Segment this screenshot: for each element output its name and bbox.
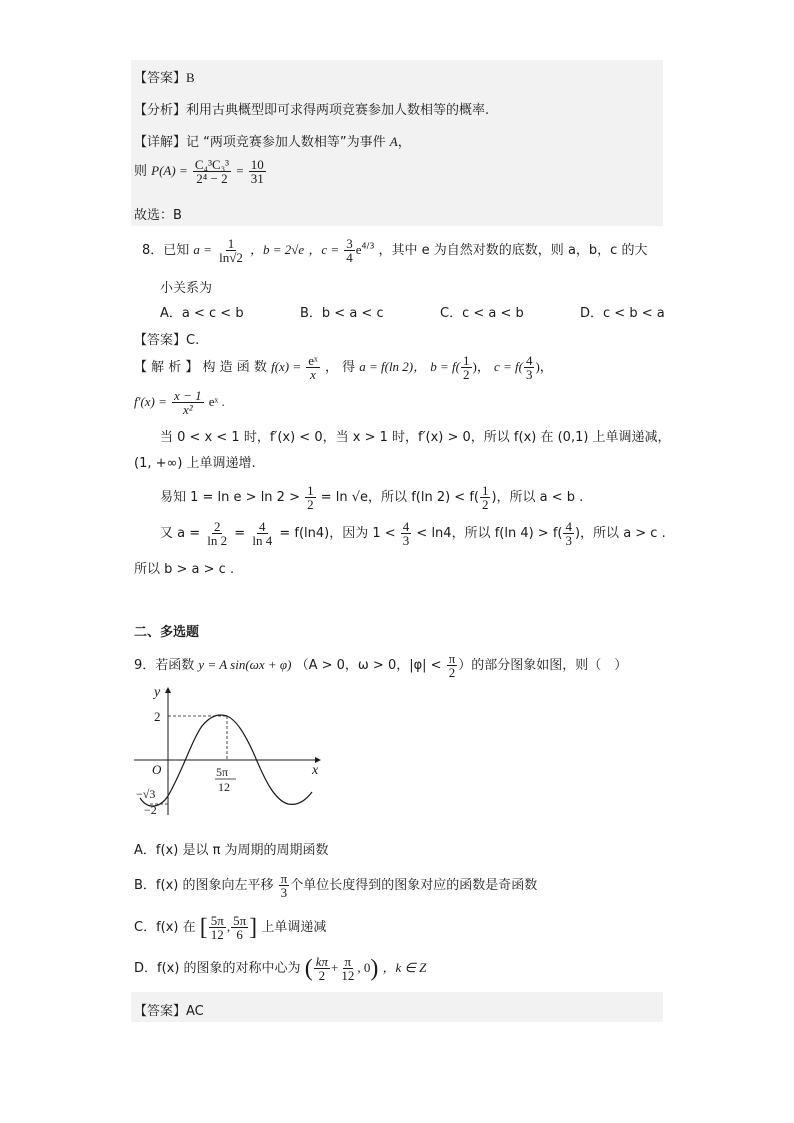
text: = [234,526,246,541]
frac-den: 2 [463,367,470,382]
frac-den: 3 [402,533,410,548]
y-min-label: −2 [144,803,157,817]
frac-den: 12 [210,927,224,942]
q8-number: 8．已知 [142,243,190,258]
four-third-fraction-2: $\frac{4}{3}$ [565,519,572,548]
answer-value: B [186,70,195,85]
stem-tail: ）的部分图象如图，则（ ） [458,658,628,673]
frac-num: 1 [463,353,470,368]
x-axis-label: x [312,763,319,778]
frac-num: π [344,954,352,969]
q7-choose: 故选：B [134,208,182,223]
q8-stem-line2: 小关系为 [160,281,213,296]
text: B．f(x) 的图象向左平移 [134,878,274,893]
frac-den: ln 2 [207,533,228,548]
a-eq: a = f(ln 2)， [359,359,427,374]
frac-den: 12 [341,968,355,983]
c-eq: c = f( [493,359,523,374]
frac-den: ln 4 [252,533,273,548]
frac-num: x − 1 [174,388,202,403]
frac-den: 2 [318,968,326,983]
x-tick-num: 5π [216,765,229,779]
four-over-ln4 [250,520,274,547]
frac-num: 4 [525,353,533,368]
pi-third-fraction [279,872,290,899]
q8-answer: 【答案】C. [134,333,200,348]
frac-den: x [310,367,316,382]
q7-answer [134,67,195,86]
a-fraction [217,237,245,264]
text: D．f(x) 的图象的对称中心为 [134,961,301,976]
y-axis-label: y [154,685,161,700]
frac-num: 2 [213,519,221,534]
q8-option-d: D．c < b < a [580,306,665,321]
text: < ln4，所以 f(ln 4) > f( [416,526,563,541]
text: )，所以 a < b . [491,490,584,505]
half-fraction: $\frac{1}{2}$ [307,483,314,512]
fx-fraction [306,354,320,381]
frac-den: 3 [280,885,288,900]
q9-number: 9．若函数 [134,658,195,673]
q9-option-d: D．f(x) 的图象的对称中心为 ( $\frac{k\pi}{2}$ + $\frac{\pi}{12}$ , 0) ，k ∈ Z [134,954,427,983]
q9-option-a: A．f(x) 是以 π 为周期的周期函数 [134,843,329,858]
text: ， 得 [324,360,356,375]
pi-twelfth [339,955,356,982]
a-def: a = [193,242,212,257]
then-label: 则 [134,164,148,179]
frac-num: 10 [250,157,264,172]
q8-solution-line4: (1, +∞) 上单调递增. [134,456,256,471]
q7-analysis [134,99,489,118]
interval-right [231,914,248,941]
q9-option-b [134,872,537,899]
result-fraction [249,158,266,185]
q8-solution-line1 [134,354,553,381]
detail-tag: 【详解】 [134,135,187,150]
text: 上单调递减 [261,920,327,935]
frac-num: 4 [259,519,266,534]
deriv-tail: eˣ . [208,394,225,409]
frac-num: 3 [346,236,353,251]
event-name: A [389,134,398,149]
y-val-label: −√3 [136,787,156,801]
two-over-ln2 [205,520,229,547]
stem-text-2: a，b，c 的大 [567,243,648,258]
q9-graph [130,680,330,820]
text: = f(ln4)，因为 1 < [279,526,396,541]
origin-label: O [152,762,162,777]
four-third-fraction [524,354,535,381]
q8-option-c: C．c < a < b [440,306,524,321]
analysis-tag: 【分析】 [134,103,187,118]
q8-solution-line5 [160,484,583,511]
q8-solution-deriv [134,389,225,416]
stem-text: ，其中 e 为自然对数的底数，则 [378,243,564,258]
text: )，所以 a > c . [574,526,666,541]
frac-num: 4 [402,519,410,534]
four-third-fraction [401,520,412,547]
q8-stem-line1: 8．已知 a = $\frac{1}{\ln√2}$ ，b = 2√e ，c = $\frac{3}{4}$ $e^{4/3}$ ，其中 e 为自然对数的底数，则 a，b，c 的大 [142,236,648,265]
frac-den: ln√2 [219,250,243,265]
q9-stem [134,652,627,679]
q9-answer: 【答案】AC [134,1004,204,1019]
b-def: ，b = 2√e [249,242,305,257]
c-exp-base: e [355,242,362,257]
answer-tag: 【答案】 [134,71,187,86]
function-expr: y = A sin(ωx + φ) [198,657,292,672]
c-fraction [344,237,355,264]
solution-tag: 【 解 析 】 构 造 函 数 [134,360,267,375]
deriv-fraction [172,389,204,416]
text: 又 a = [160,526,201,541]
frac-den: x² [182,402,193,417]
pi-half-fraction [447,652,458,679]
frac-num: C₄³C₃³ [194,157,230,172]
x-tick-den: 12 [218,780,230,794]
text: ，k ∈ Z [382,960,427,975]
q9-option-c: C．f(x) 在 [ $\frac{5\pi}{12}$ , $\frac{5\pi}{6}$ ] 上单调递减 [134,913,327,942]
c-def: ，c = [308,242,340,257]
text: 个单位长度得到的图象对应的函数是奇函数 [290,878,538,893]
frac-den: 6 [236,927,243,942]
fx-def: f(x) = [271,359,302,374]
q7-detail [134,131,411,150]
text: C．f(x) 在 [134,920,196,935]
q8-option-b: B．b < a < c [300,306,384,321]
b-eq: b = f( [430,359,460,374]
frac-den: 2 [448,665,456,680]
close-paren: )， [472,359,490,374]
deriv-lhs: f′(x) = [134,394,167,409]
formula-lhs: P(A) = [151,163,188,178]
half-fraction-2: $\frac{1}{2}$ [481,483,489,512]
equals: = [236,163,244,178]
analysis-text: 利用古典概型即可求得两项竞赛参加人数相等的概率. [186,103,490,118]
frac-num: 5π [210,913,224,928]
frac-num: π [448,651,456,666]
q7-formula [134,158,267,185]
section-title: 二、多选题 [134,625,200,640]
frac-num: 5π [233,913,247,928]
text: = ln √e，所以 f(ln 2) < f( [320,490,479,505]
q8-solution-line7: 所以 b > a > c . [134,562,235,577]
frac-num: eˣ [308,353,318,368]
text: 易知 1 = ln e > ln 2 > [160,490,300,505]
kpi-half [314,955,330,982]
text: , 0 [357,960,371,975]
q8-option-a: A．a < c < b [160,306,244,321]
frac-num: π [280,871,288,886]
q8-solution-line6 [160,520,666,547]
y-max-label: 2 [154,709,161,724]
frac-num: 1 [227,236,235,251]
prob-fraction [193,158,231,185]
frac-num: kπ [315,954,328,969]
frac-den: 2⁴ − 2 [196,171,228,186]
close-paren: )， [535,359,553,374]
frac-den: 4 [346,250,353,265]
detail-text: 记 “两项竞赛参加人数相等”为事件 [186,135,386,150]
interval-left [209,914,226,941]
half-fraction [461,354,472,381]
frac-den: 3 [525,367,533,382]
q9-answer-block [131,992,663,1022]
conditions: （A > 0，ω > 0，|φ| < [295,658,442,673]
frac-den: 31 [250,171,264,186]
comma: ， [397,135,411,150]
q8-solution-line3: 当 0 < x < 1 时，f′(x) < 0，当 x > 1 时，f′(x) > 0，所以 f(x) 在 (0,1) 上单调递减， [160,430,671,445]
